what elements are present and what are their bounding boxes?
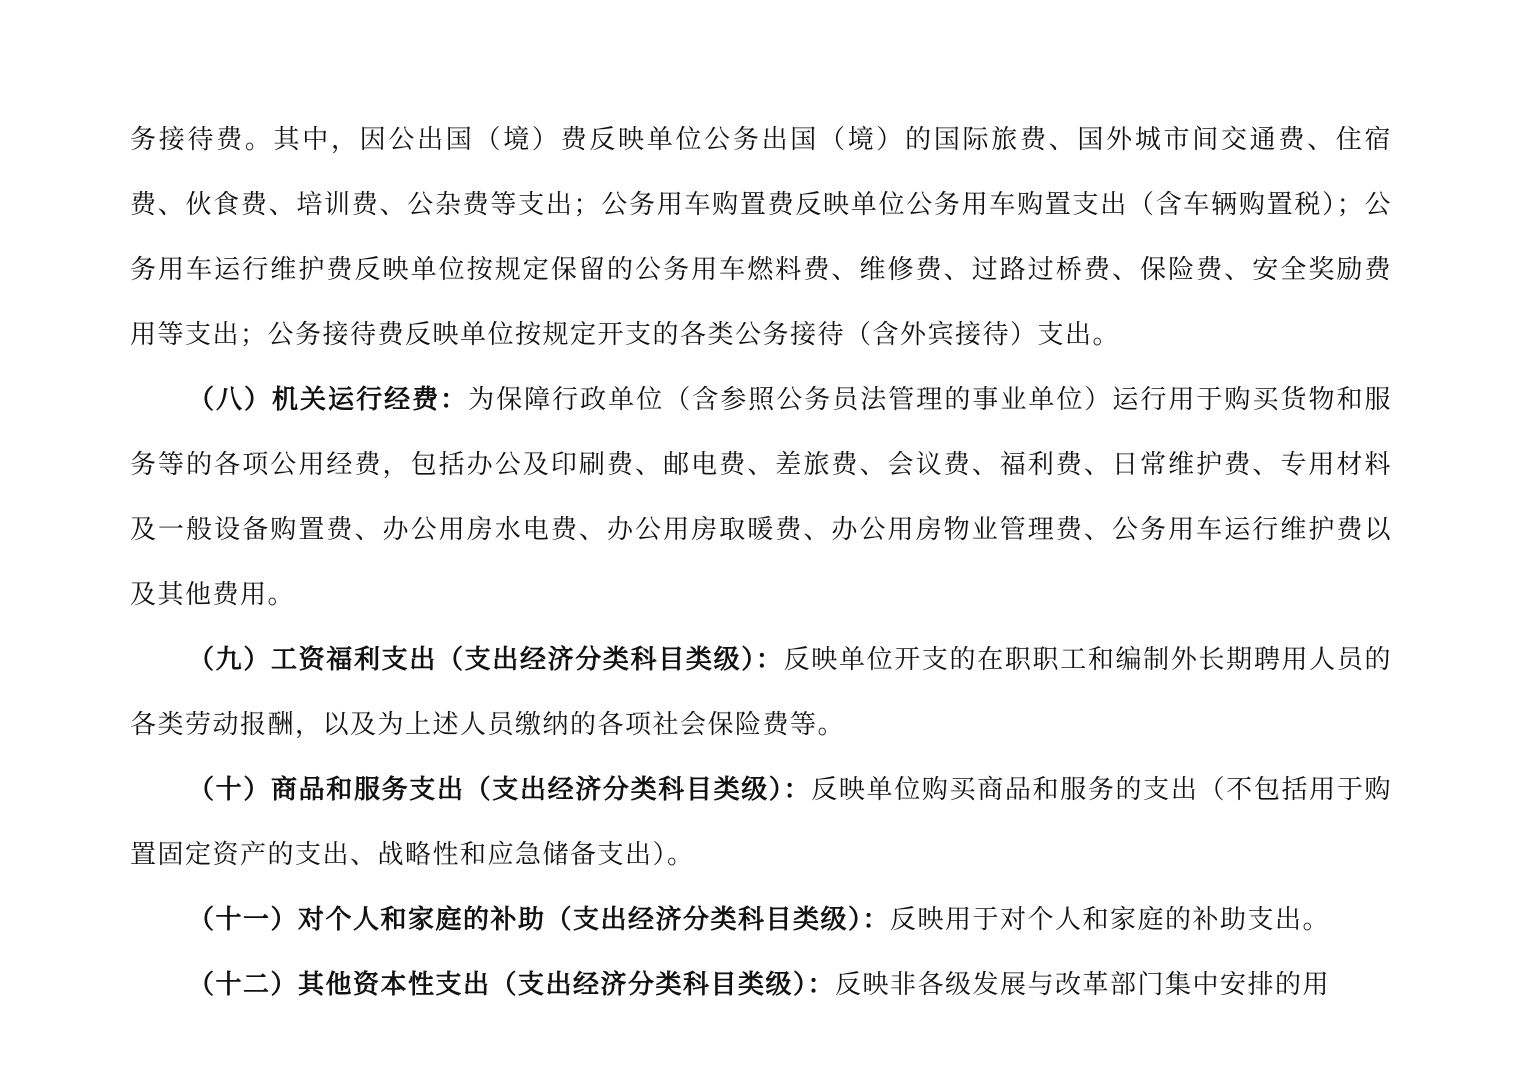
paragraph-text: 反映单位开支的在职职工和编制外长期聘用人员的各类劳动报酬，以及为上述人员缴纳的各项社会保险费等。	[130, 645, 1392, 740]
paragraph-section-10	[130, 758, 1392, 888]
paragraph-section-12	[130, 953, 1392, 1018]
section-heading: （九）工资福利支出（支出经济分类科目类级）：	[188, 645, 784, 675]
paragraph-continuation	[130, 108, 1392, 368]
document-page	[130, 108, 1392, 1018]
paragraph-text: 反映非各级发展与改革部门集中安排的用	[835, 970, 1331, 1000]
paragraph-section-8	[130, 368, 1392, 628]
paragraph-text: 反映单位购买商品和服务的支出（不包括用于购置固定资产的支出、战略性和应急储备支出）。	[130, 775, 1392, 870]
paragraph-section-9	[130, 628, 1392, 758]
section-heading: （十二）其他资本性支出（支出经济分类科目类级）：	[188, 970, 836, 1000]
paragraph-text: 为保障行政单位（含参照公务员法管理的事业单位）运行用于购买货物和服务等的各项公用经费，包括办公及印刷费、邮电费、差旅费、会议费、福利费、日常维护费、专用材料及一般设备购置费、办公用房水电费、办公用房取暖费、办公用房物业管理费、公务用车运行维护费以及其他费用。	[130, 385, 1392, 610]
paragraph-text: 务接待费。其中，因公出国（境）费反映单位公务出国（境）的国际旅费、国外城市间交通费、住宿费、伙食费、培训费、公杂费等支出；公务用车购置费反映单位公务用车购置支出（含车辆购置税）；公务用车运行维护费反映单位按规定保留的公务用车燃料费、维修费、过路过桥费、保险费、安全奖励费用等支出；公务接待费反映单位按规定开支的各类公务接待（含外宾接待）支出。	[130, 125, 1392, 350]
section-heading: （十一）对个人和家庭的补助（支出经济分类科目类级）：	[188, 905, 891, 935]
section-heading: （十）商品和服务支出（支出经济分类科目类级）：	[188, 775, 812, 805]
paragraph-section-11	[130, 888, 1392, 953]
paragraph-text: 反映用于对个人和家庭的补助支出。	[890, 905, 1331, 935]
section-heading: （八）机关运行经费：	[188, 385, 469, 415]
